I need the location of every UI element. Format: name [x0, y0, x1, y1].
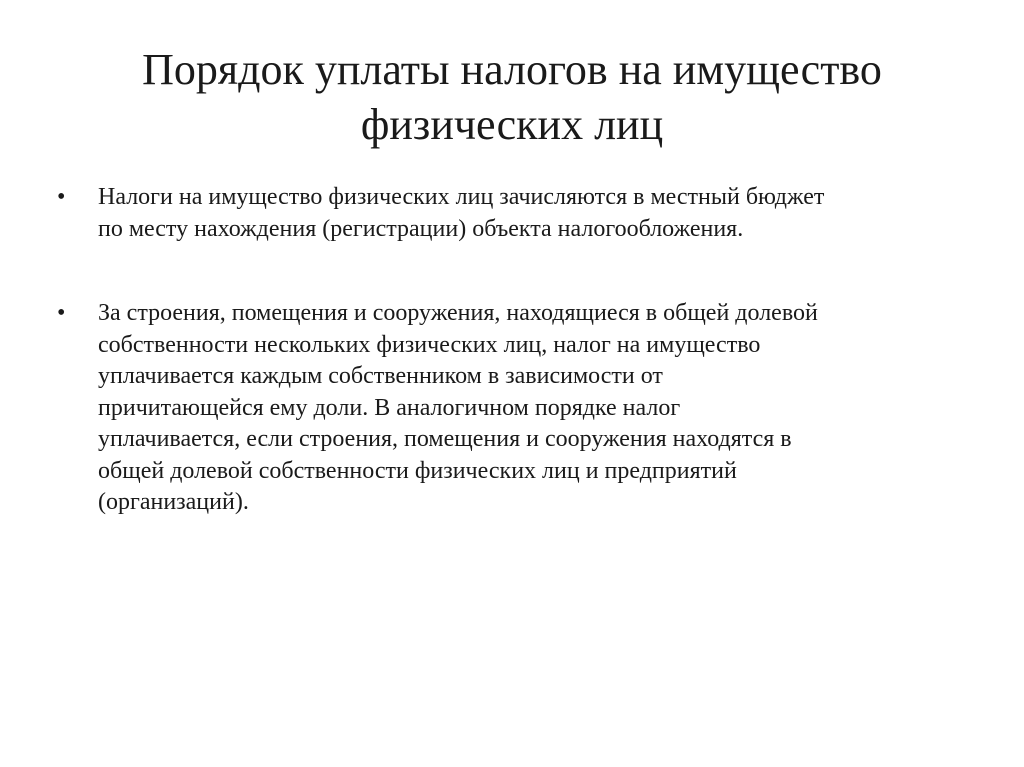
bullet-text-line: уплачивается, если строения, помещения и сооружения находятся в — [98, 426, 792, 452]
bullet-text-line: собственности нескольких физических лиц, налог на имущество — [98, 331, 761, 358]
bullet-item-shared-ownership — [57, 298, 967, 519]
slide-title-line: Порядок уплаты налогов на имущество — [142, 45, 882, 94]
bullet-text-line: За строения, помещения и сооружения, находящиеся в общей долевой — [98, 300, 818, 326]
bullet-list — [57, 182, 967, 519]
bullet-text-line: общей долевой собственности физических лиц и предприятий — [98, 457, 737, 484]
bullet-text-line: (организаций). — [98, 489, 249, 515]
bullet-text-line: Налоги на имущество физических лиц зачисляются в местный бюджет — [98, 184, 825, 210]
slide-title — [60, 42, 964, 152]
bullet-dot-icon: • — [57, 184, 66, 210]
slide-title-line: физических лиц — [360, 100, 664, 149]
bullet-text-line: уплачивается каждым собственником в зависимости от — [98, 363, 663, 389]
bullet-item-revenue-destination — [57, 182, 967, 245]
bullet-text-line: по месту нахождения (регистрации) объекта налогообложения. — [98, 215, 744, 242]
bullet-text-line: причитающейся ему доли. В аналогичном порядке налог — [98, 394, 681, 421]
bullet-dot-icon: • — [57, 300, 66, 326]
